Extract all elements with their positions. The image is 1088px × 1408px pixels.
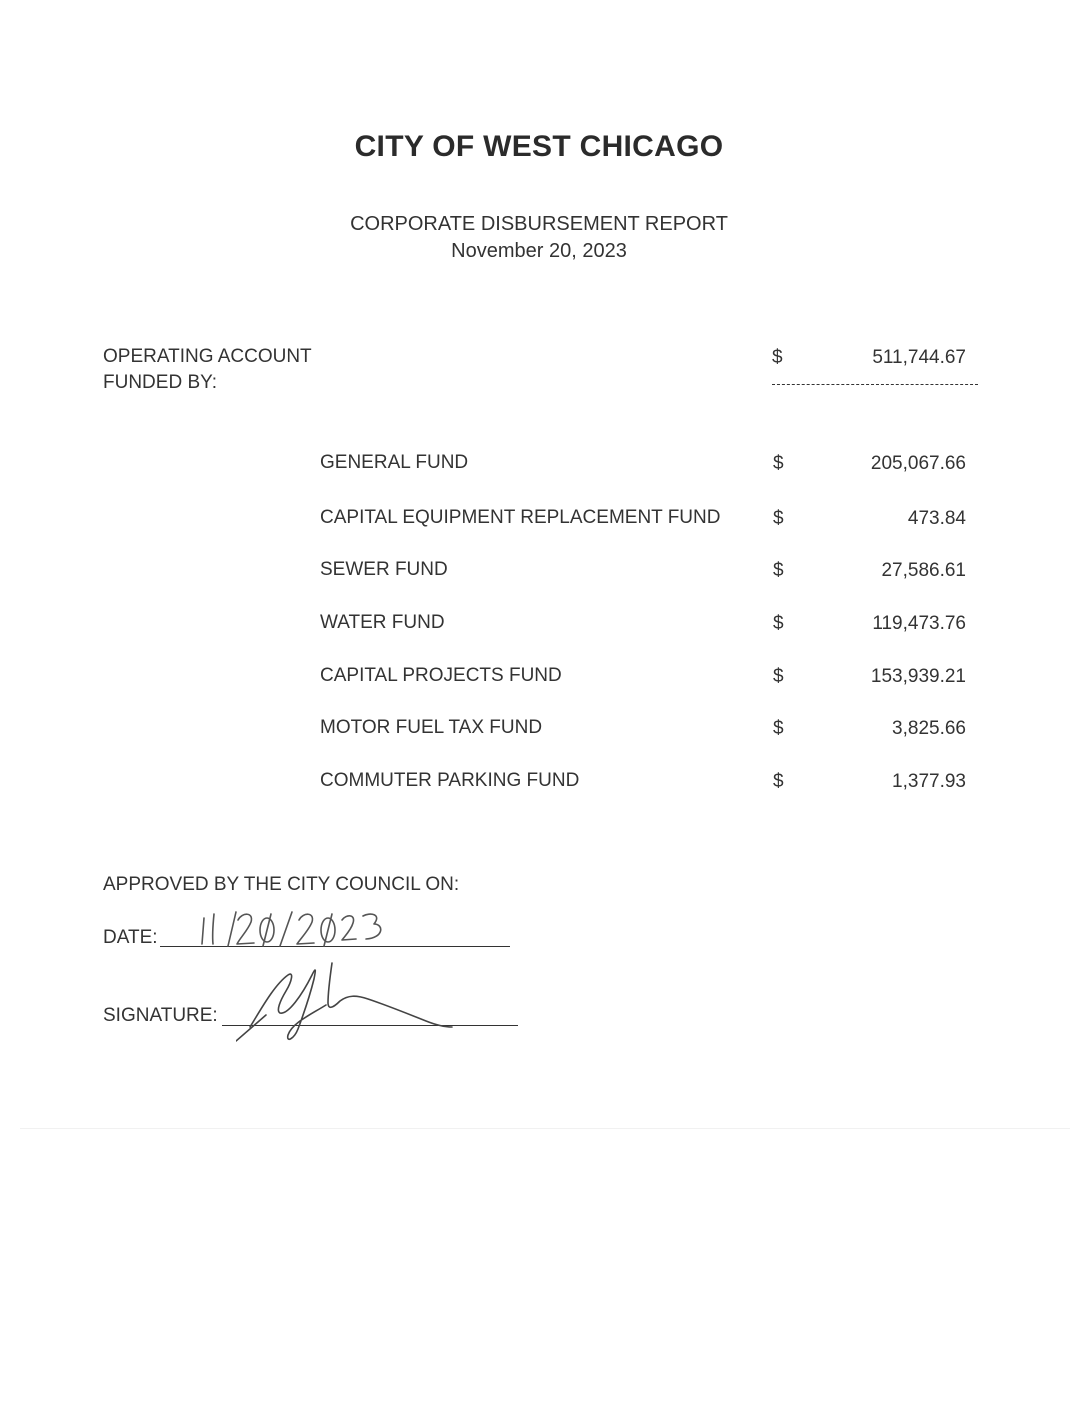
fund-row	[0, 717, 1088, 743]
approval-label: APPROVED BY THE CITY COUNCIL ON:	[103, 874, 460, 895]
operating-amount: 511,744.67	[872, 347, 966, 368]
fund-amount: 153,939.21	[870, 666, 966, 687]
fund-row	[0, 452, 1088, 478]
operating-account-label: OPERATING ACCOUNT	[103, 346, 312, 367]
fund-row	[0, 770, 1088, 796]
fund-amount: 473.84	[907, 508, 966, 529]
fund-name: WATER FUND	[320, 612, 445, 633]
operating-currency: $	[772, 347, 783, 368]
signature-mark	[236, 955, 476, 1045]
fund-amount: 119,473.76	[872, 613, 966, 634]
fund-currency: $	[773, 613, 784, 634]
fund-amount: 3,825.66	[892, 718, 966, 739]
fund-name: CAPITAL EQUIPMENT REPLACEMENT FUND	[320, 507, 721, 528]
fund-currency: $	[773, 771, 784, 792]
fund-row	[0, 559, 1088, 585]
report-subtitle: CORPORATE DISBURSEMENT REPORT	[350, 213, 728, 235]
fund-amount: 1,377.93	[892, 771, 966, 792]
fund-name: GENERAL FUND	[320, 452, 469, 473]
fund-name: COMMUTER PARKING FUND	[320, 770, 580, 791]
date-label: DATE:	[103, 927, 158, 948]
fund-currency: $	[773, 453, 784, 474]
fund-name: SEWER FUND	[320, 559, 448, 580]
fund-name: CAPITAL PROJECTS FUND	[320, 665, 562, 686]
document-title: CITY OF WEST CHICAGO	[354, 130, 724, 163]
fund-currency: $	[773, 718, 784, 739]
fund-currency: $	[773, 560, 784, 581]
report-date: November 20, 2023	[451, 240, 627, 262]
fund-currency: $	[773, 666, 784, 687]
scan-artifact-line	[20, 1128, 1070, 1129]
fund-amount: 27,586.61	[881, 560, 966, 581]
fund-amount: 205,067.66	[870, 453, 966, 474]
signature-label: SIGNATURE:	[103, 1005, 218, 1026]
total-divider	[772, 384, 978, 385]
fund-row	[0, 665, 1088, 691]
fund-name: MOTOR FUEL TAX FUND	[320, 717, 543, 738]
fund-currency: $	[773, 508, 784, 529]
handwritten-date	[196, 906, 406, 950]
funded-by-label: FUNDED BY:	[103, 372, 218, 393]
fund-row	[0, 507, 1088, 533]
fund-row	[0, 612, 1088, 638]
